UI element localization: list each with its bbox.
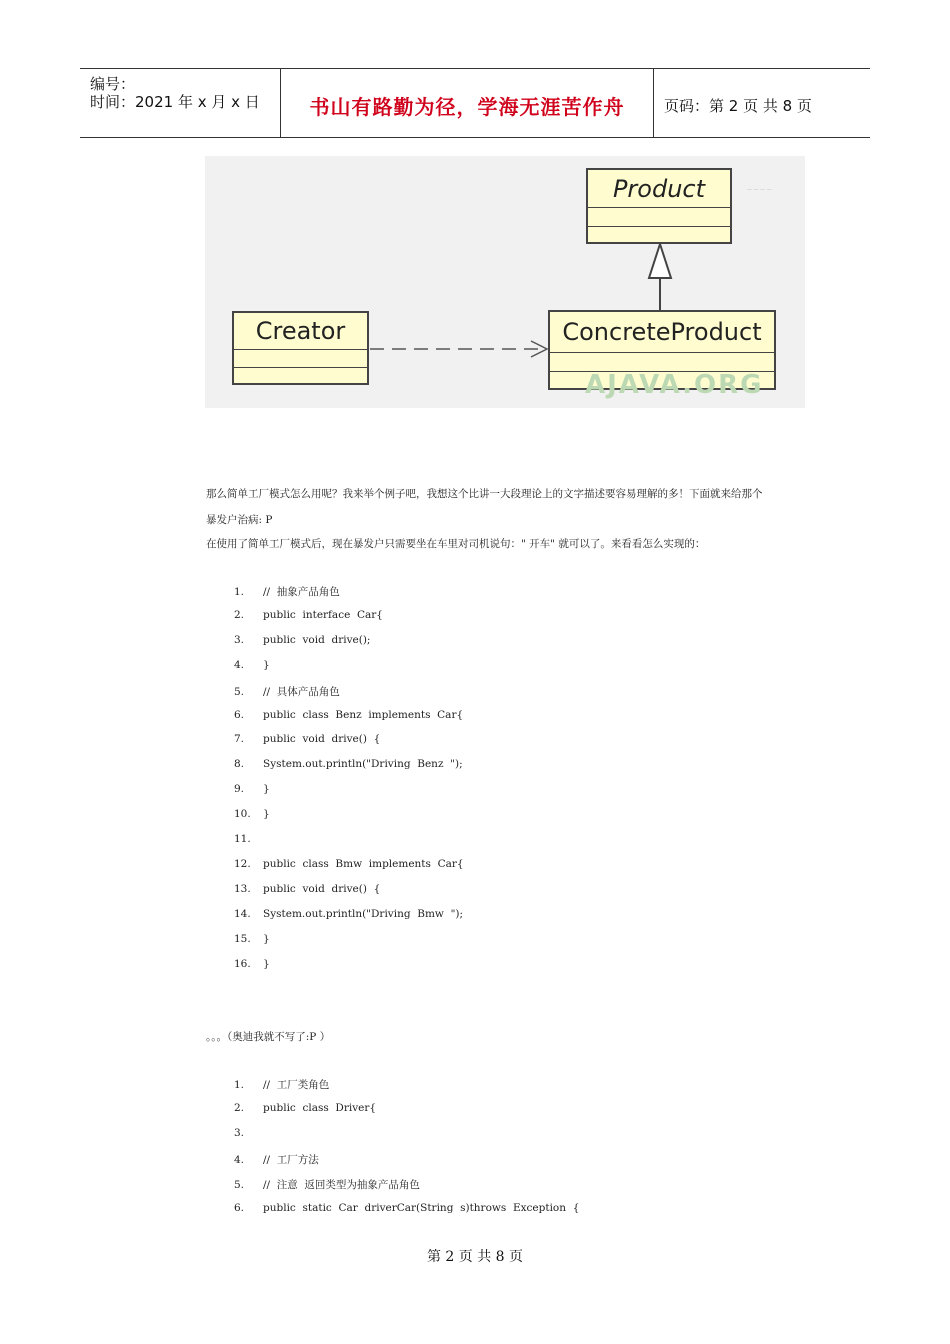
code-line — [234, 833, 263, 845]
line-number: 2. — [234, 1101, 245, 1114]
code-line — [234, 609, 383, 621]
uml-class-product — [586, 168, 732, 244]
code-text: public class Benz implements Car{ — [263, 708, 464, 721]
line-number: 12. — [234, 857, 251, 870]
code-line — [234, 933, 270, 945]
small-watermark: — — — — — [747, 187, 772, 193]
code-line — [234, 1127, 263, 1139]
line-number: 4. — [234, 1153, 245, 1166]
code-line — [234, 1177, 420, 1192]
code-line — [234, 709, 463, 721]
motto: 书山有路勤为径，学海无涯苦作舟 — [309, 95, 625, 119]
code-line — [234, 908, 463, 920]
code-line — [234, 783, 270, 795]
line-number: 3. — [234, 633, 245, 646]
line-number: 7. — [234, 733, 245, 746]
code-line — [234, 858, 464, 870]
code-line — [234, 883, 380, 895]
header-motto-cell — [281, 69, 654, 137]
class-attributes — [588, 208, 730, 226]
code-text: // 工厂方法 — [263, 1153, 319, 1166]
code-text: } — [263, 783, 270, 796]
line-number: 9. — [234, 783, 245, 796]
line-number: 1. — [234, 586, 245, 598]
code-text: public interface Car{ — [263, 608, 383, 621]
line-number: 16. — [234, 957, 251, 970]
page-footer: 第 2 页 共 8 页 — [426, 1249, 524, 1265]
code-text: public class Driver{ — [263, 1101, 377, 1114]
code-text: public void drive() { — [263, 733, 381, 746]
code-text: // 具体产品角色 — [263, 685, 340, 698]
header-meta-cell — [80, 69, 281, 137]
line-number: 6. — [234, 708, 245, 721]
header-page-cell — [654, 69, 870, 137]
code-text: System.out.println("Driving Benz "); — [263, 758, 463, 771]
uml-diagram — [205, 156, 805, 408]
code-text: public class Bmw implements Car{ — [263, 857, 464, 870]
class-name-product: Product — [588, 170, 730, 208]
code-text: } — [263, 808, 270, 821]
code-line — [234, 684, 340, 699]
number-label: 编号： — [90, 75, 136, 93]
code-line — [234, 1152, 319, 1167]
line-number: 14. — [234, 907, 251, 920]
time-label: 时间：2021 年 x 月 x 日 — [90, 93, 260, 111]
code-text: public void drive(); — [263, 633, 371, 646]
code-line — [234, 1202, 579, 1214]
class-name-creator: Creator — [234, 313, 367, 350]
code-text: System.out.println("Driving Bmw "); — [263, 907, 464, 920]
inheritance-arrow-icon — [649, 244, 671, 278]
code-text: public void drive() { — [263, 882, 381, 895]
line-number: 10. — [234, 808, 251, 821]
code-text: } — [263, 658, 270, 671]
code-text: // 注意 返回类型为抽象产品角色 — [263, 1178, 420, 1191]
code-line — [234, 1102, 376, 1114]
class-name-concrete-product: ConcreteProduct — [550, 312, 774, 353]
code-line — [234, 733, 380, 745]
line-number: 8. — [234, 758, 245, 771]
code-line — [234, 634, 370, 646]
class-attributes — [234, 350, 367, 368]
page-header — [80, 68, 870, 138]
line-number: 15. — [234, 932, 251, 945]
page-info: 页码：第 2 页 共 8 页 — [664, 97, 812, 115]
code-line — [234, 1077, 329, 1092]
code-text: } — [263, 932, 270, 945]
code-text: // 工厂类角色 — [263, 1079, 330, 1091]
line-number: 5. — [234, 1178, 245, 1191]
code-line — [234, 758, 463, 770]
code-text: // 抽象产品角色 — [263, 586, 340, 598]
uml-class-creator — [232, 311, 369, 385]
code-text: public static Car driverCar(String s)throws Exception { — [263, 1201, 580, 1214]
line-number: 2. — [234, 608, 245, 621]
code-text: } — [263, 957, 270, 970]
paragraph-line: 在使用了简单工厂模式后，现在暴发户只需要坐在车里对司机说句：" 开车" 就可以了。来看看怎么实现的： — [206, 538, 706, 550]
code-line — [234, 584, 340, 599]
paragraph-line: 暴发户治病: P — [206, 514, 273, 526]
line-number: 1. — [234, 1079, 245, 1091]
line-number: 6. — [234, 1201, 245, 1214]
watermark: AJAVA.ORG — [585, 370, 764, 400]
code-line — [234, 958, 270, 970]
class-attributes — [550, 353, 774, 372]
line-number: 11. — [234, 833, 251, 845]
aside-text: 。。。（奥迪我就不写了:P ） — [206, 1031, 331, 1043]
line-number: 4. — [234, 658, 245, 671]
line-number: 5. — [234, 685, 245, 698]
paragraph-line: 那么简单工厂模式怎么用呢？我来举个例子吧，我想这个比讲一大段理论上的文字描述要容易理解的多！下面就来给那个 — [206, 488, 763, 500]
line-number: 13. — [234, 882, 251, 895]
code-line — [234, 659, 270, 671]
line-number: 3. — [234, 1126, 245, 1139]
code-line — [234, 808, 270, 820]
